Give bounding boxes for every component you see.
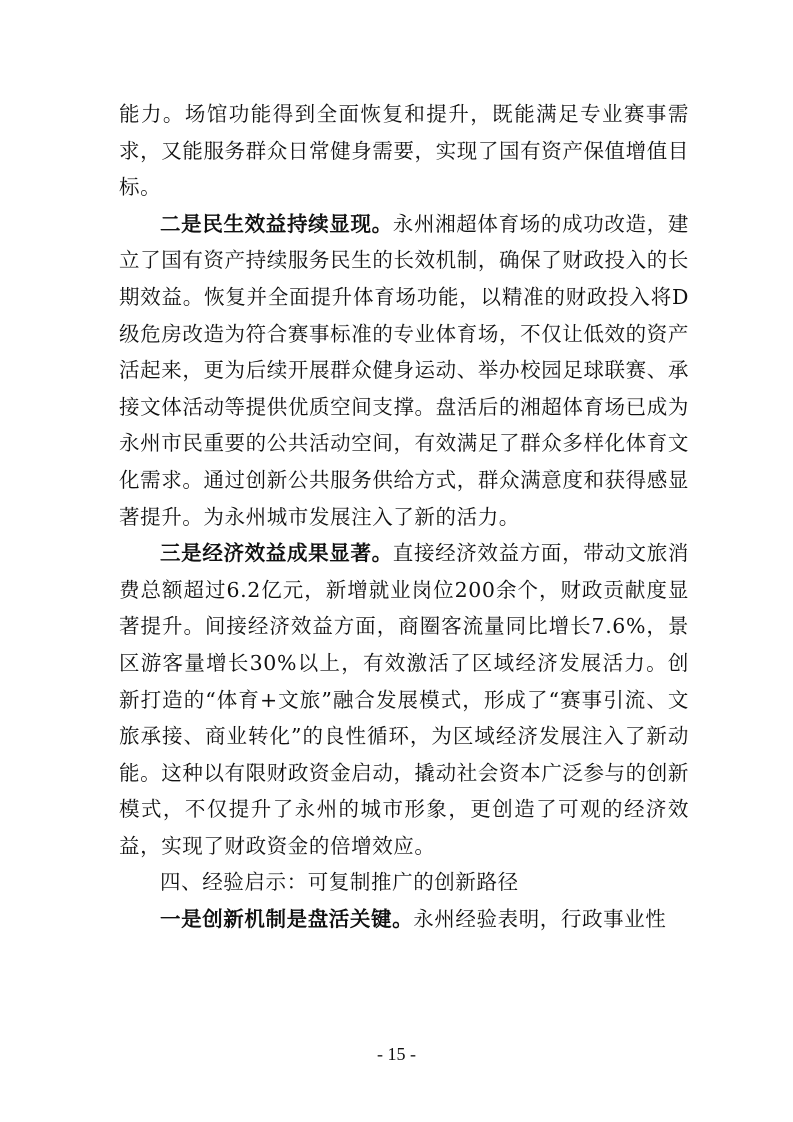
paragraph-text: 永州湘超体育场的成功改造，建立了国有资产持续服务民生的长效机制，确保了财政投入的长期效益。恢复并全面提升体育场功能，以精准的财政投入将D级危房改造为符合赛事标准的专业体育场，不仅让低效的资产活起来，更为后续开展群众健身运动、举办校园足球联赛、承接文体活动等提供优质空间支撑。盘活后的湘超体育场已成为永州市民重要的公共活动空间，有效满足了群众多样化体育文化需求。通过创新公共服务供给方式，群众满意度和获得感显著提升。为永州城市发展注入了新的活力。 xyxy=(119,211,689,529)
paragraph-economic xyxy=(119,535,689,864)
paragraph-lead: 二是民生效益持续显现。 xyxy=(160,211,393,236)
page-number: - 15 - xyxy=(377,1044,416,1064)
section-heading: 四、经验启示：可复制推广的创新路径 xyxy=(160,870,519,895)
paragraph-lead: 一是创新机制是盘活关键。 xyxy=(160,907,414,932)
paragraph-text: 直接经济效益方面，带动文旅消费总额超过6.2亿元，新增就业岗位200余个，财政贡献度显著提升。间接经济效益方面，商圈客流量同比增长7.6%，景区游客量增长30%以上，有效激活了区域经济发展活力。创新打造的“体育+文旅”融合发展模式，形成了“赛事引流、文旅承接、商业转化”的良性循环，为区域经济发展注入了新动能。这种以有限财政资金启动，撬动社会资本广泛参与的创新模式，不仅提升了永州的城市形象，更创造了可观的经济效益，实现了财政资金的倍增效应。 xyxy=(119,541,689,858)
paragraph-text: 永州经验表明，行政事业性 xyxy=(413,907,667,932)
paragraph-livelihood xyxy=(119,206,689,535)
paragraph-continuation xyxy=(119,96,689,206)
paragraph-lead: 三是经济效益成果显著。 xyxy=(160,541,393,566)
paragraph-text: 能力。场馆功能得到全面恢复和提升，既能满足专业赛事需求，又能服务群众日常健身需要，实现了国有资产保值增值目标。 xyxy=(119,102,689,200)
paragraph-mechanism xyxy=(119,901,689,938)
body-text xyxy=(119,96,689,938)
